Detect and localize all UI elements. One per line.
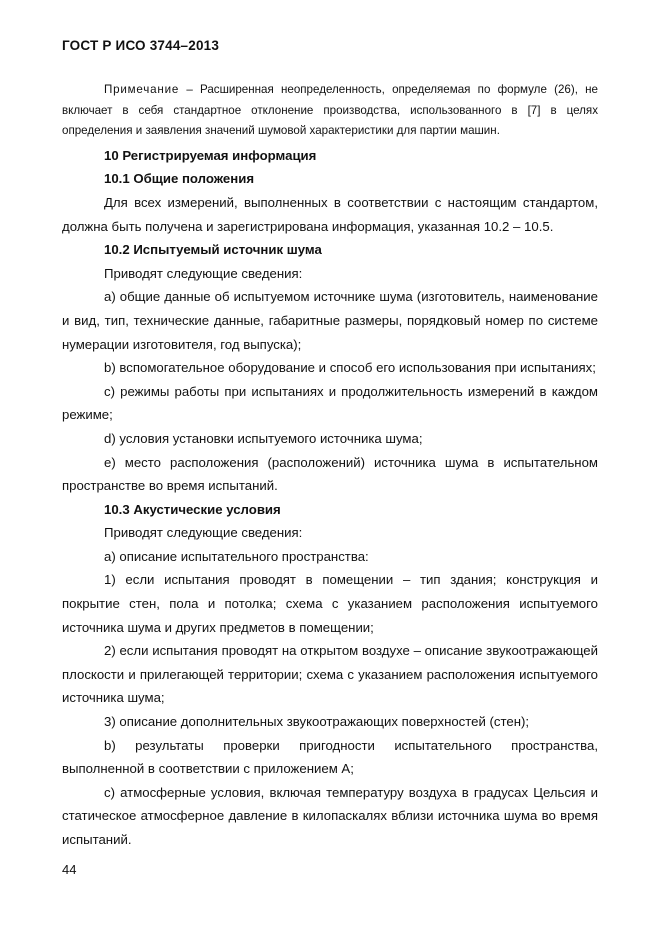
list-item: 2) если испытания проводят на открытом воздухе – описание звукоотражающей плоскости и прилегающей территории; схема с указанием расположения испытуемого источника шума;: [62, 643, 598, 706]
section-10-heading: 10 Регистрируемая информация: [104, 147, 317, 163]
list-item: a) общие данные об испытуемом источнике шума (изготовитель, наименование и вид, тип, технические данные, габаритные размеры, порядковый номер по системе нумерации изготовителя, год выпуска);: [62, 289, 598, 352]
list-item: b) вспомогательное оборудование и способ его использования при испытаниях;: [104, 360, 596, 376]
section-10-2-heading: 10.2 Испытуемый источник шума: [104, 242, 322, 258]
section-10-2-intro: Приводят следующие сведения:: [104, 265, 303, 281]
section-10-1-heading: 10.1 Общие положения: [104, 171, 255, 187]
list-item: c) атмосферные условия, включая температуру воздуха в градусах Цельсия и статическое атмосферное давление в килопаскалях вблизи источника шума во время испытаний.: [62, 784, 598, 847]
list-item: 3) описание дополнительных звукоотражающих поверхностей (стен);: [104, 714, 530, 730]
note-text: – Расширенная неопределенность, определяемая по формуле (26), не включает в себя стандартное отклонение производства, использованного в [7] в целях определения и заявления значений шумовой характеристики для партии машин.: [62, 83, 598, 138]
list-item: c) режимы работы при испытаниях и продолжительность измерений в каждом режиме;: [62, 383, 598, 423]
section-10-3-intro: Приводят следующие сведения:: [104, 525, 303, 541]
list-item: d) условия установки испытуемого источника шума;: [104, 430, 423, 446]
note-paragraph: [62, 80, 598, 142]
document-page: [62, 0, 598, 936]
section-10-1-text: Для всех измерений, выполненных в соответствии с настоящим стандартом, должна быть получена и зарегистрирована информация, указанная 10.2 – 10.5.: [62, 194, 598, 234]
list-item: 1) если испытания проводят в помещении – тип здания; конструкция и покрытие стен, пола и потолка; схема с указанием расположения испытуемого источника шума и других предметов в помещении;: [62, 572, 598, 635]
note-label: Примечание: [104, 83, 180, 96]
document-header: ГОСТ Р ИСО 3744–2013: [62, 38, 220, 53]
list-item: a) описание испытательного пространства:: [104, 548, 369, 564]
page-number: 44: [62, 862, 77, 877]
page-content: [62, 80, 598, 852]
list-item: e) место расположения (расположений) источника шума в испытательном пространстве во время испытаний.: [62, 454, 598, 494]
section-10-3-heading: 10.3 Акустические условия: [104, 501, 281, 517]
list-item: b) результаты проверки пригодности испытательного пространства, выполненной в соответствии с приложением А;: [62, 737, 598, 777]
